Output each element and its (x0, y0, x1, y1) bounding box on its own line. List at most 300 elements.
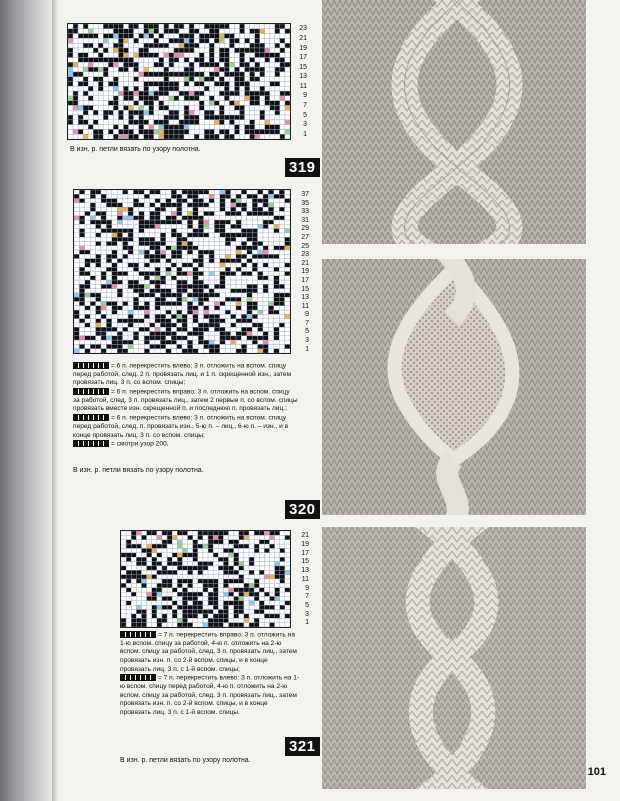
chart-cell (224, 48, 229, 53)
chart-cell (106, 229, 111, 233)
chart-cell (209, 110, 214, 115)
chart-cell (279, 284, 284, 288)
chart-cell (174, 38, 179, 43)
chart-cell (177, 263, 182, 267)
chart-cell (155, 216, 160, 220)
legend-item: = 7 п. перекрестить влево: 3 п. отложить на 1-ю вспом. спицу перед работой, 4-ю п. отложить на 2-ю вспом. спицу за работой, след. 3 п. провязать лиц., затем провязать изн. п. со 2-й вспом. спицы, и в конце провязать лиц. 3 п. с 1-й вспом. спицы. (120, 674, 300, 716)
chart-cell (103, 134, 108, 139)
chart-cell (128, 203, 133, 207)
chart-cell (177, 544, 182, 548)
chart-cell (270, 618, 275, 622)
chart-cell (88, 72, 93, 77)
chart-cell (214, 101, 219, 106)
chart-cell (224, 72, 229, 77)
chart-cell (136, 610, 141, 614)
chart-cell (275, 48, 280, 53)
chart-cell (193, 314, 198, 318)
chart-cell (193, 579, 198, 583)
chart-cell (279, 194, 284, 198)
chart-cell (213, 618, 218, 622)
chart-cell (204, 336, 209, 340)
chart-cell (83, 120, 88, 125)
chart-cell (166, 336, 171, 340)
chart-cell (258, 254, 263, 258)
chart-cell (249, 566, 254, 570)
chart-cell (73, 115, 78, 120)
chart-cell (106, 216, 111, 220)
chart-cell (240, 91, 245, 96)
chart-cell (182, 570, 187, 574)
chart-cell (268, 267, 273, 271)
chart-cell (214, 306, 219, 310)
chart-cell (117, 237, 122, 241)
chart-cell (126, 531, 131, 535)
chart-cell (214, 259, 219, 263)
chart-cell (188, 570, 193, 574)
chart-cell (177, 327, 182, 331)
chart-cell (172, 535, 177, 539)
chart-cell (225, 233, 230, 237)
chart-cell (209, 48, 214, 53)
chart-cell (189, 115, 194, 120)
chart-cell (244, 544, 249, 548)
chart-cell (258, 194, 263, 198)
chart-cell (231, 237, 236, 241)
chart-cell (133, 319, 138, 323)
chart-cell (177, 259, 182, 263)
chart-cell (189, 101, 194, 106)
chart-cell (229, 34, 234, 39)
chart-cell (268, 293, 273, 297)
chart-cell (219, 24, 224, 29)
chart-cell (239, 535, 244, 539)
chart-cell (264, 614, 269, 618)
chart-cell (225, 246, 230, 250)
chart-cell (249, 557, 254, 561)
chart-cell (123, 216, 128, 220)
chart-cell (234, 535, 239, 539)
chart-cell (198, 241, 203, 245)
chart-cell (78, 129, 83, 134)
chart-cell (155, 203, 160, 207)
chart-cell (236, 336, 241, 340)
chart-cell (280, 120, 285, 125)
chart-cell (139, 340, 144, 344)
chart-cell (78, 96, 83, 101)
chart-cell (244, 575, 249, 579)
chart-cell (177, 579, 182, 583)
chart-cell (112, 241, 117, 245)
row-number: 11 (301, 575, 309, 583)
chart-cell (184, 29, 189, 34)
chart-cell (160, 306, 165, 310)
chart-cell (157, 535, 162, 539)
chart-cell (126, 618, 131, 622)
chart-cell (209, 211, 214, 215)
chart-cell (144, 246, 149, 250)
chart-cell (199, 29, 204, 34)
chart-cell (241, 237, 246, 241)
chart-cell (184, 120, 189, 125)
chart-cell (229, 53, 234, 58)
chart-cell (134, 67, 139, 72)
chart-cell (224, 29, 229, 34)
chart-cell (85, 349, 90, 353)
chart-cell (79, 224, 84, 228)
chart-cell (141, 570, 146, 574)
chart-cell (112, 327, 117, 331)
chart-cell (203, 566, 208, 570)
chart-cell (74, 336, 79, 340)
chart-cell (219, 134, 224, 139)
chart-cell (231, 340, 236, 344)
chart-cell (157, 583, 162, 587)
chart-cell (219, 43, 224, 48)
chart-cell (144, 203, 149, 207)
chart-cell (209, 319, 214, 323)
chart-cell (136, 605, 141, 609)
chart-cell (263, 323, 268, 327)
chart-cell (152, 618, 157, 622)
chart-cell (152, 610, 157, 614)
chart-cell (83, 86, 88, 91)
chart-cell (223, 566, 228, 570)
chart-cell (231, 336, 236, 340)
chart-cell (98, 125, 103, 130)
chart-cell (182, 605, 187, 609)
chart-cell (154, 86, 159, 91)
chart-cell (134, 101, 139, 106)
chart-cell (139, 125, 144, 130)
chart-cell (220, 207, 225, 211)
chart-cell (194, 110, 199, 115)
chart-cell (149, 67, 154, 72)
chart-cell (108, 53, 113, 58)
chart-cell (113, 34, 118, 39)
chart-cell (204, 62, 209, 67)
chart-cell (73, 82, 78, 87)
chart-cell (280, 592, 285, 596)
chart-cell (241, 254, 246, 258)
chart-cell (275, 575, 280, 579)
chart-cell (240, 129, 245, 134)
chart-cell (193, 229, 198, 233)
chart-cell (126, 614, 131, 618)
chart-cell (112, 233, 117, 237)
chart-cell (179, 134, 184, 139)
chart-cell (209, 284, 214, 288)
chart-cell (241, 241, 246, 245)
chart-cell (108, 101, 113, 106)
chart-cell (117, 327, 122, 331)
chart-cell (150, 310, 155, 314)
chart-cell (149, 77, 154, 82)
chart-cell (182, 263, 187, 267)
chart-cell (254, 544, 259, 548)
chart-cell (169, 24, 174, 29)
chart-cell (236, 246, 241, 250)
chart-cell (198, 276, 203, 280)
chart-cell (263, 216, 268, 220)
chart-cell (133, 267, 138, 271)
chart-cell (96, 289, 101, 293)
chart-cell (218, 531, 223, 535)
chart-cell (252, 220, 257, 224)
chart-cell (134, 24, 139, 29)
chart-cell (128, 254, 133, 258)
chart-cell (264, 535, 269, 539)
chart-cell (113, 72, 118, 77)
chart-cell (236, 332, 241, 336)
chart-cell (268, 297, 273, 301)
chart-cell (108, 77, 113, 82)
chart-cell (172, 553, 177, 557)
chart-cell (209, 349, 214, 353)
chart-cell (214, 48, 219, 53)
chart-cell (280, 105, 285, 110)
chart-cell (131, 548, 136, 552)
chart-cell (184, 62, 189, 67)
chart-cell (270, 77, 275, 82)
chart-cell (108, 120, 113, 125)
chart-cell (177, 224, 182, 228)
chart-cell (171, 241, 176, 245)
chart-cell (85, 267, 90, 271)
chart-cell (259, 566, 264, 570)
chart-cell (219, 91, 224, 96)
chart-cell (193, 302, 198, 306)
chart-cell (117, 280, 122, 284)
chart-cell (193, 250, 198, 254)
chart-cell (73, 62, 78, 67)
chart-cell (96, 233, 101, 237)
chart-cell (209, 259, 214, 263)
chart-cell (244, 566, 249, 570)
chart-cell (169, 43, 174, 48)
chart-cell (214, 125, 219, 130)
chart-cell (225, 344, 230, 348)
chart-cell (204, 207, 209, 211)
chart-cell (144, 280, 149, 284)
chart-cell (209, 267, 214, 271)
chart-cell (149, 53, 154, 58)
chart-cell (219, 29, 224, 34)
row-number: 33 (301, 208, 309, 216)
chart-cell (260, 82, 265, 87)
chart-cell (268, 280, 273, 284)
chart-cell (252, 344, 257, 348)
chart-cell (260, 34, 265, 39)
chart-cell (78, 105, 83, 110)
chart-cell (149, 120, 154, 125)
chart-cell (208, 610, 213, 614)
chart-cell (144, 293, 149, 297)
chart-cell (214, 319, 219, 323)
chart-cell (194, 34, 199, 39)
chart-cell (101, 246, 106, 250)
chart-cell (275, 96, 280, 101)
chart-cell (133, 216, 138, 220)
chart-cell (209, 129, 214, 134)
chart-cell (247, 241, 252, 245)
chart-cell (235, 67, 240, 72)
chart-cell (182, 199, 187, 203)
chart-cell (258, 233, 263, 237)
chart-cell (160, 323, 165, 327)
chart-cell (124, 48, 129, 53)
chart-cell (159, 110, 164, 115)
chart-cell (139, 207, 144, 211)
chart-cell (268, 272, 273, 276)
chart-cell (144, 120, 149, 125)
chart-cell (171, 267, 176, 271)
chart-cell (236, 319, 241, 323)
chart-cell (101, 229, 106, 233)
chart-cell (229, 535, 234, 539)
chart-cell (208, 566, 213, 570)
chart-cell (214, 237, 219, 241)
chart-cell (147, 544, 152, 548)
chart-cell (112, 203, 117, 207)
chart-cell (154, 125, 159, 130)
chart-cell (184, 67, 189, 72)
chart-cell (214, 216, 219, 220)
chart-cell (259, 588, 264, 592)
chart-cell (241, 289, 246, 293)
chart-cell (263, 241, 268, 245)
chart-cell (88, 77, 93, 82)
chart-cell (279, 259, 284, 263)
chart-cell (187, 246, 192, 250)
chart-cell (150, 276, 155, 280)
chart-cell (187, 306, 192, 310)
chart-cell (159, 120, 164, 125)
chart-cell (123, 199, 128, 203)
chart-cell (166, 344, 171, 348)
chart-cell (103, 91, 108, 96)
chart-cell (241, 259, 246, 263)
chart-cell (78, 115, 83, 120)
chart-cell (167, 548, 172, 552)
chart-cell (150, 340, 155, 344)
chart-cell (123, 344, 128, 348)
chart-cell (179, 120, 184, 125)
chart-cell (172, 618, 177, 622)
chart-cell (247, 263, 252, 267)
chart-cell (244, 540, 249, 544)
chart-cell (188, 548, 193, 552)
chart-cell (139, 82, 144, 87)
chart-cell (204, 110, 209, 115)
chart-cell (209, 72, 214, 77)
chart-cell (139, 72, 144, 77)
chart-cell (224, 134, 229, 139)
chart-cell (274, 310, 279, 314)
chart-cell (160, 229, 165, 233)
chart-cell (166, 293, 171, 297)
chart-cell (166, 276, 171, 280)
chart-cell (144, 297, 149, 301)
chart-cell (136, 553, 141, 557)
chart-cell (123, 323, 128, 327)
chart-cell (198, 327, 203, 331)
chart-cell (129, 134, 134, 139)
chart-cell (213, 596, 218, 600)
chart-cell (96, 207, 101, 211)
chart-cell (93, 82, 98, 87)
chart-cell (198, 259, 203, 263)
row-number: 19 (299, 44, 307, 52)
chart-cell (106, 199, 111, 203)
chart-cell (93, 24, 98, 29)
chart-cell (141, 605, 146, 609)
chart-cell (78, 43, 83, 48)
chart-cell (198, 190, 203, 194)
chart-cell (188, 588, 193, 592)
chart-cell (231, 276, 236, 280)
chart-cell (203, 579, 208, 583)
chart-cell (155, 314, 160, 318)
chart-cell (98, 29, 103, 34)
chart-cell (198, 211, 203, 215)
chart-cell (263, 284, 268, 288)
chart-cell (171, 199, 176, 203)
chart-cell (223, 553, 228, 557)
chart-cell (270, 82, 275, 87)
chart-cell (214, 207, 219, 211)
chart-cell (199, 38, 204, 43)
chart-cell (229, 82, 234, 87)
chart-cell (144, 72, 149, 77)
chart-cell (244, 605, 249, 609)
row-number: 19 (301, 268, 309, 276)
chart-cell (265, 67, 270, 72)
chart-cell (263, 336, 268, 340)
chart-cell (159, 125, 164, 130)
chart-cell (150, 267, 155, 271)
chart-cell (90, 194, 95, 198)
chart-cell (144, 319, 149, 323)
chart-cell (98, 62, 103, 67)
chart-cell (231, 319, 236, 323)
chart-cell (88, 48, 93, 53)
chart-cell (219, 115, 224, 120)
chart-cell (225, 280, 230, 284)
chart-cell (259, 548, 264, 552)
chart-cell (160, 241, 165, 245)
chart-cell (187, 280, 192, 284)
chart-cell (187, 254, 192, 258)
chart-cell (264, 562, 269, 566)
chart-cell (247, 289, 252, 293)
chart-cell (133, 272, 138, 276)
chart-cell (101, 293, 106, 297)
chart-cell (139, 194, 144, 198)
chart-cell (98, 134, 103, 139)
chart-cell (268, 349, 273, 353)
chart-cell (121, 553, 126, 557)
chart-cell (214, 62, 219, 67)
chart-cell (236, 254, 241, 258)
chart-cell (270, 58, 275, 63)
chart-cell (187, 220, 192, 224)
chart-cell (103, 53, 108, 58)
chart-cell (249, 601, 254, 605)
chart-cell (154, 62, 159, 67)
chart-cell (155, 310, 160, 314)
chart-cell (198, 289, 203, 293)
chart-cell (188, 601, 193, 605)
